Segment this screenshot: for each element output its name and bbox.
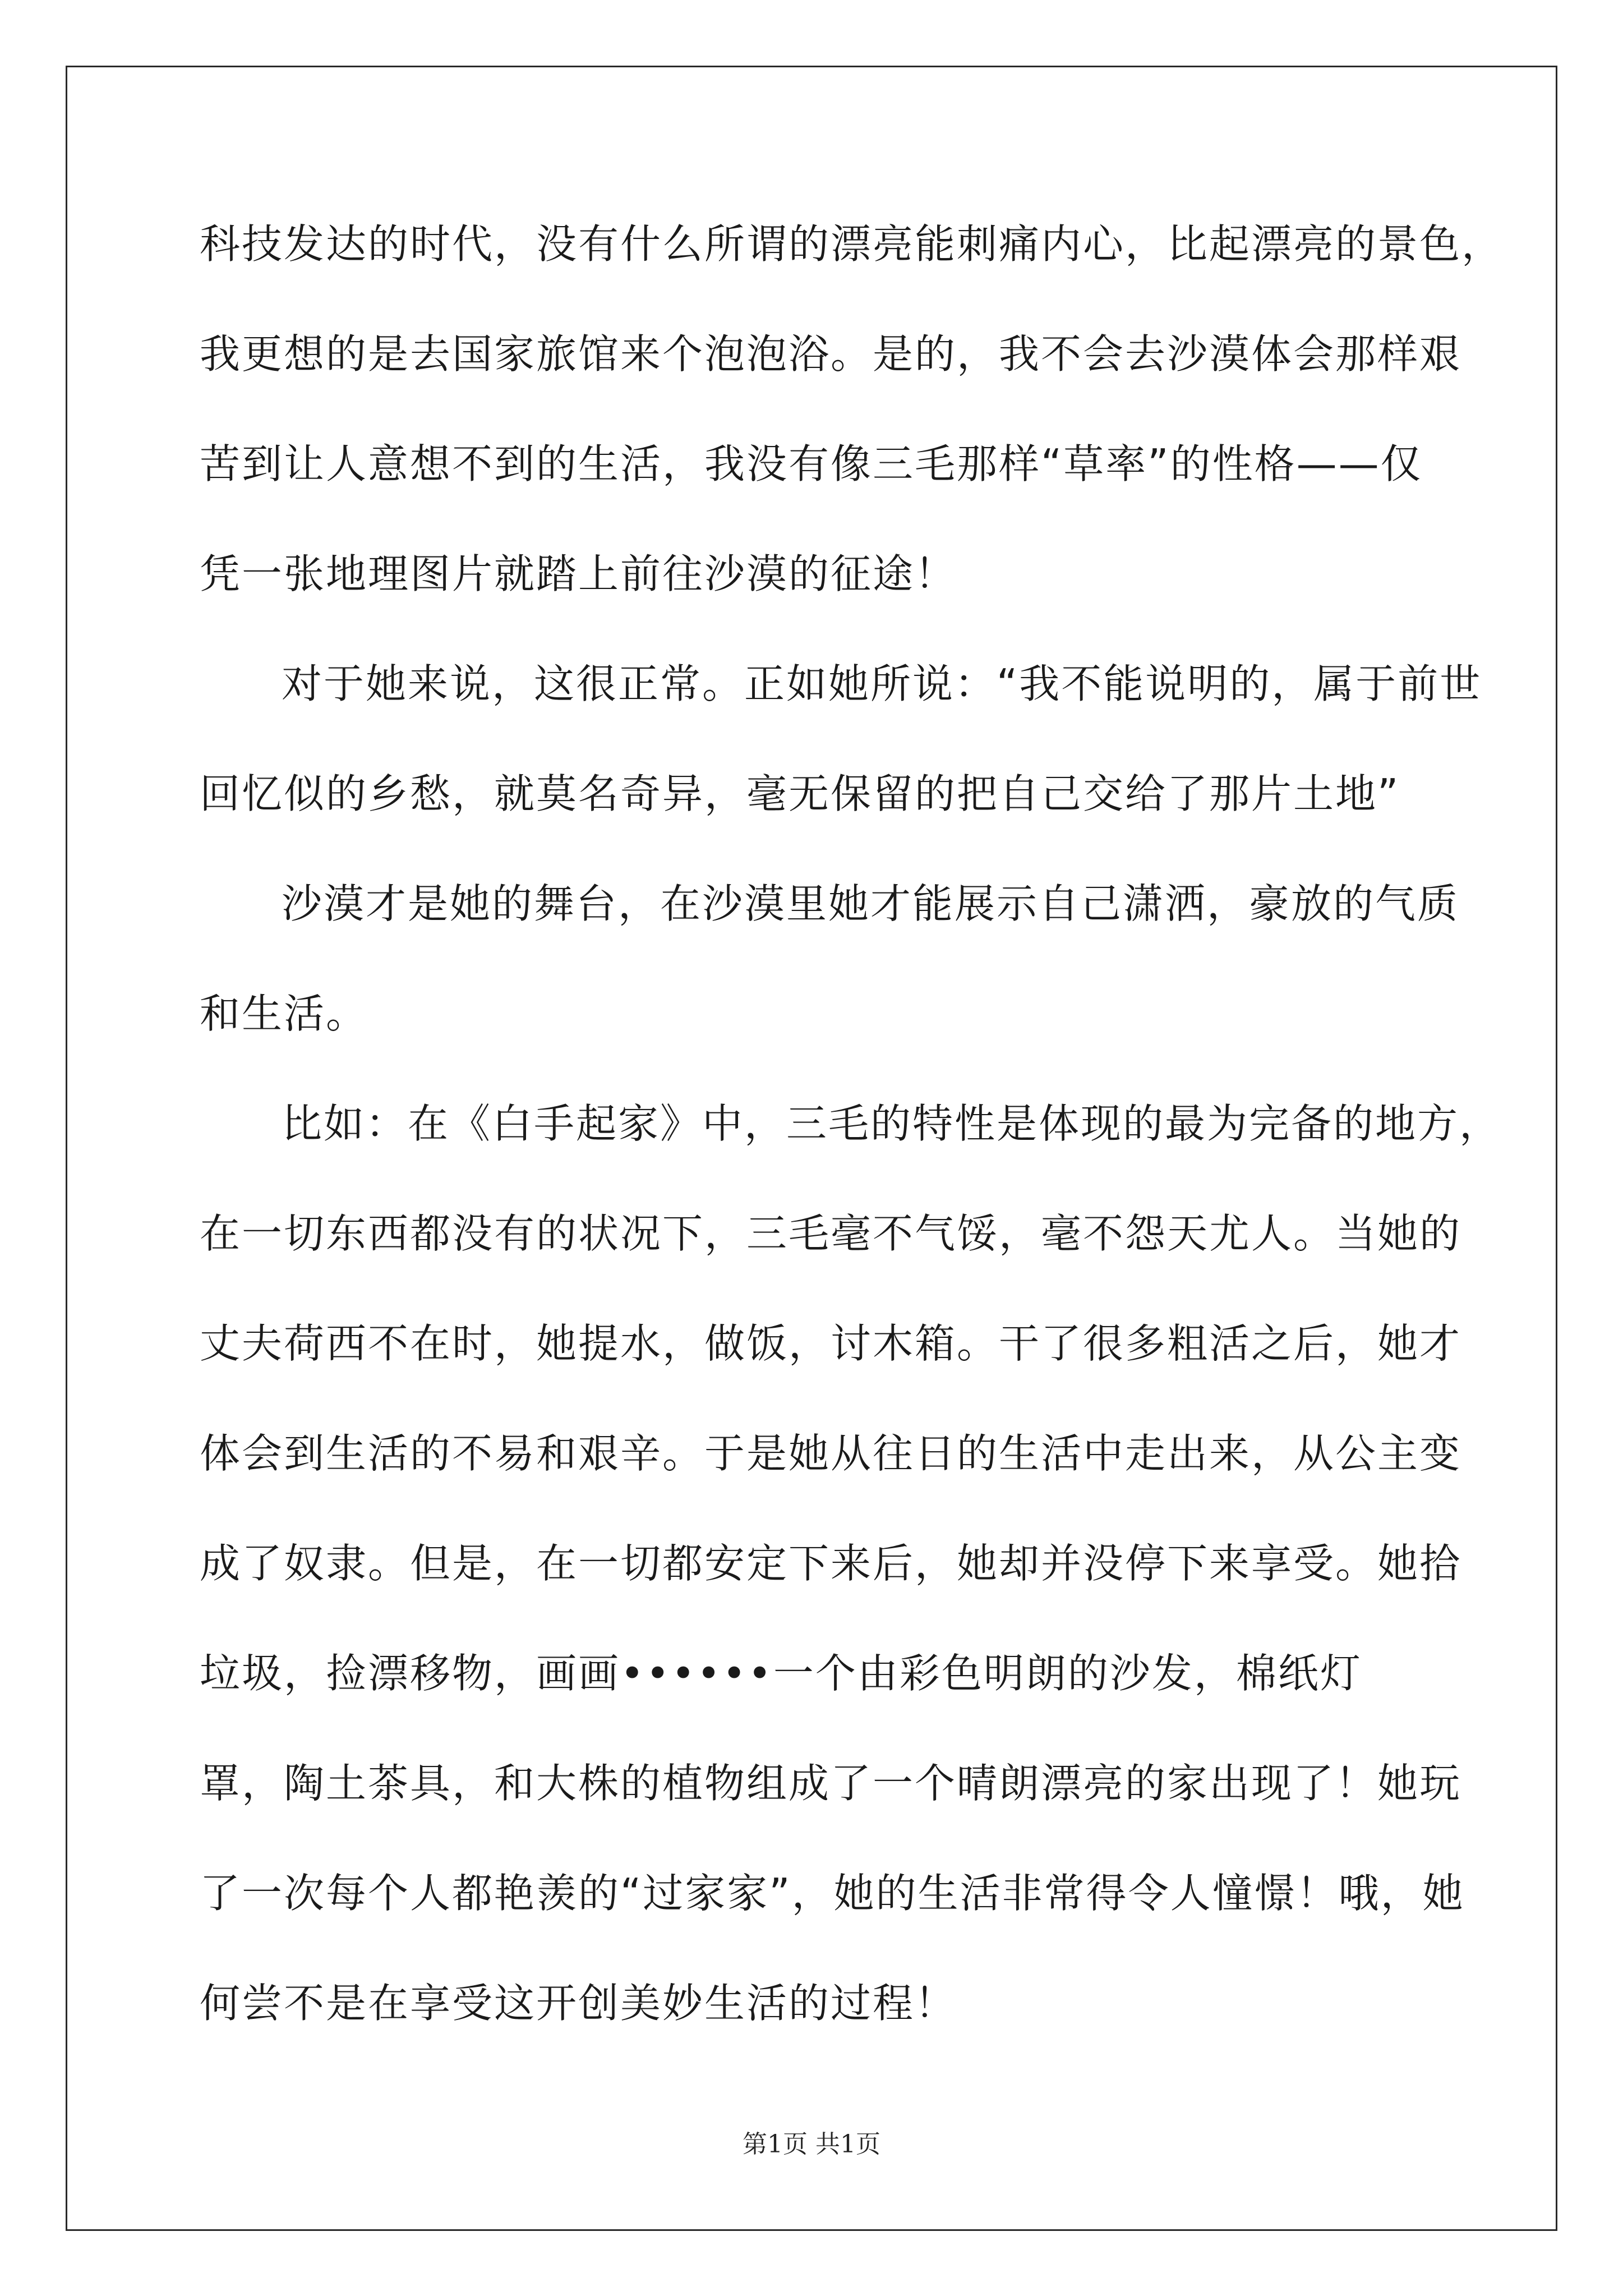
- text-line: 沙漠才是她的舞台，在沙漠里她才能展示自己潇洒，豪放的气质: [282, 880, 1460, 927]
- text-line: 在一切东西都没有的状况下，三毛毫不气馁，毫不怨天尤人。当她的: [200, 1210, 1462, 1257]
- text-line: 何尝不是在享受这开创美妙生活的过程！: [200, 1980, 957, 2027]
- text-line: 回忆似的乡愁，就莫名奇异，毫无保留的把自己交给了那片土地”: [200, 770, 1400, 817]
- text-line: 丈夫荷西不在时，她提水，做饭，讨木箱。干了很多粗活之后，她才: [200, 1320, 1462, 1367]
- text-line: 比如：在《白手起家》中，三毛的特性是体现的最为完备的地方，: [282, 1100, 1502, 1147]
- text-line: 我更想的是去国家旅馆来个泡泡浴。是的，我不会去沙漠体会那样艰: [200, 330, 1462, 378]
- document-body: [200, 216, 1504, 2085]
- text-line: 科技发达的时代，没有什么所谓的漂亮能刺痛内心，比起漂亮的景色，: [200, 220, 1504, 268]
- text-line: 成了奴隶。但是，在一切都安定下来后，她却并没停下来享受。她拾: [200, 1540, 1462, 1587]
- text-line: 了一次每个人都艳羡的“过家家”，她的生活非常得令人憧憬！哦，她: [200, 1870, 1465, 1917]
- text-line: 凭一张地理图片就踏上前往沙漠的征途！: [200, 550, 957, 597]
- text-line: 苦到让人意想不到的生活，我没有像三毛那样“草率”的性格——仅: [200, 440, 1423, 487]
- text-line: 垃圾，捡漂移物，画画••••••一个由彩色明朗的沙发，棉纸灯: [200, 1650, 1362, 1697]
- text-line: 罩，陶土茶具，和大株的植物组成了一个晴朗漂亮的家出现了！她玩: [200, 1760, 1462, 1807]
- text-line: 体会到生活的不易和艰辛。于是她从往日的生活中走出来，从公主变: [200, 1430, 1462, 1477]
- text-line: 对于她来说，这很正常。正如她所说：“我不能说明的，属于前世: [282, 660, 1482, 707]
- page-footer: 第1页 共1页: [743, 2130, 880, 2159]
- text-line: 和生活。: [200, 990, 368, 1037]
